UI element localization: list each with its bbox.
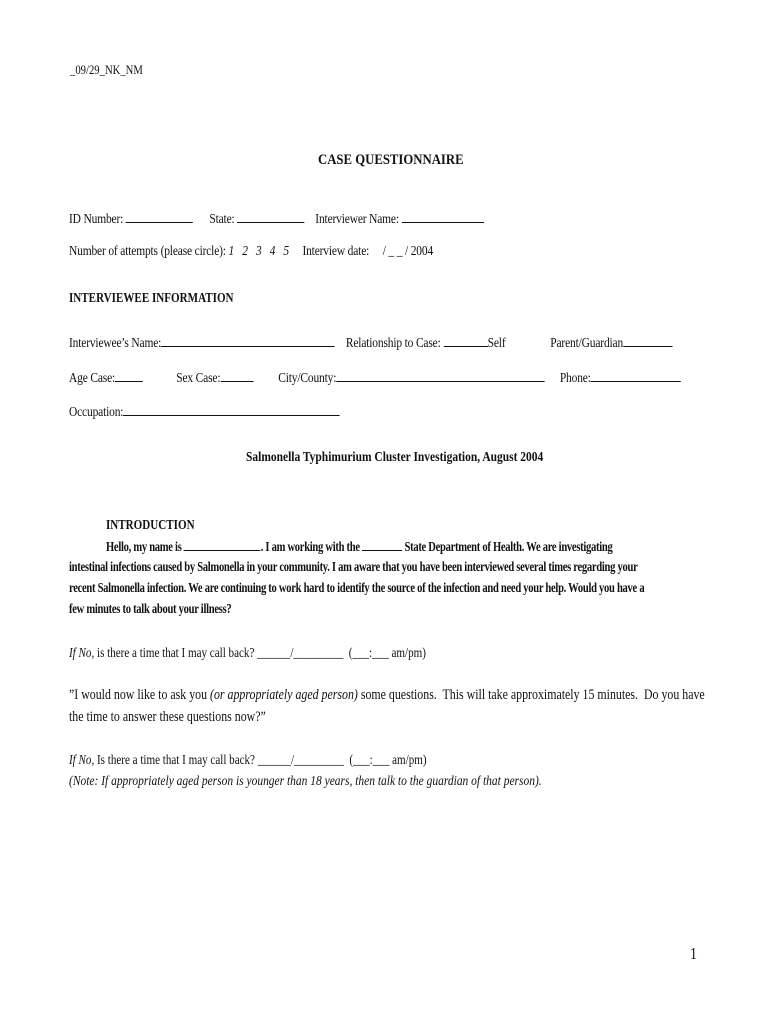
intro-working: . I am working with the <box>260 539 360 554</box>
intro-line-4: few minutes to talk about your illness? <box>69 601 232 616</box>
intro-greeting: Hello, my name is <box>106 539 182 554</box>
if-no-label-2: If No, <box>69 752 95 767</box>
self-field[interactable] <box>443 334 487 347</box>
ask-line-1 <box>69 687 770 704</box>
attempts-values[interactable]: 1 2 3 4 5 <box>228 244 289 259</box>
introduction-heading: INTRODUCTION <box>106 517 195 532</box>
ask-italic: (or appropriately aged person) <box>210 687 358 703</box>
investigation-title: Salmonella Typhimurium Cluster Investigation, August 2004 <box>246 450 544 465</box>
interviewer-name-blank[interactable] <box>184 538 261 551</box>
interviewee-name-label: Interviewee’s Name: <box>69 336 162 351</box>
demographics-line <box>69 369 770 387</box>
callback-line-1 <box>69 645 504 661</box>
age-label: Age Case: <box>69 371 116 386</box>
state-blank[interactable] <box>362 538 402 551</box>
callback-text-2[interactable]: Is there a time that I may call back? ______/_________ (___:___ am/pm) <box>94 752 427 767</box>
state-label: State: <box>209 212 235 227</box>
callback-text[interactable]: is there a time that I may call back? ______/_________ (___:___ am/pm) <box>94 645 426 660</box>
city-county-label: City/County: <box>278 371 337 386</box>
if-no-label: If No, <box>69 645 95 660</box>
state-field[interactable] <box>237 210 304 223</box>
occupation-field[interactable] <box>123 403 339 416</box>
interview-date-label: Interview date: <box>302 244 370 259</box>
intro-line-3: recent Salmonella infection. We are continuing to work hard to identify the source of the infection and need your help. Would you have a <box>69 580 645 595</box>
intro-line-1 <box>106 538 739 555</box>
id-number-field[interactable] <box>126 210 193 223</box>
attempts-line <box>69 244 513 260</box>
document-title: CASE QUESTIONNAIRE <box>318 152 464 168</box>
interview-date-value[interactable]: / _ _ / 2004 <box>382 244 434 259</box>
self-label: Self <box>487 336 506 351</box>
phone-label: Phone: <box>559 371 591 386</box>
occupation-label: Occupation: <box>69 405 124 420</box>
document-code: _09/29_NK_NM <box>70 62 143 77</box>
interviewer-name-label: Interviewer Name: <box>315 212 399 227</box>
ask-rest: some questions. This will take approximately 15 minutes. Do you have <box>357 687 705 703</box>
occupation-line <box>69 403 399 421</box>
interviewee-name-line <box>69 334 770 352</box>
ask-open: ”I would now like to ask you <box>69 687 211 703</box>
parent-guardian-field[interactable] <box>623 334 672 347</box>
sex-label: Sex Case: <box>176 371 221 386</box>
interviewer-name-field[interactable] <box>402 210 484 223</box>
intro-department: State Department of Health. We are investigating <box>404 539 613 554</box>
ask-line-2: the time to answer these questions now?” <box>69 709 266 725</box>
interviewee-name-field[interactable] <box>161 334 335 347</box>
city-county-field[interactable] <box>336 369 544 382</box>
sex-field[interactable] <box>220 369 253 382</box>
attempts-label: Number of attempts (please circle): <box>69 244 226 259</box>
phone-field[interactable] <box>591 369 681 382</box>
id-line <box>69 210 575 228</box>
interviewee-heading: INTERVIEWEE INFORMATION <box>69 290 234 305</box>
guardian-note: (Note: If appropriately aged person is younger than 18 years, then talk to the guardian of that person). <box>69 774 542 789</box>
id-number-label: ID Number: <box>69 212 124 227</box>
callback-line-2 <box>69 752 505 768</box>
page-number: 1 <box>690 944 697 963</box>
parent-guardian-label: Parent/Guardian <box>550 336 624 351</box>
intro-line-2: intestinal infections caused by Salmonella in your community. I am aware that you have been interviewed several times regarding your <box>69 559 638 574</box>
age-field[interactable] <box>115 369 143 382</box>
relationship-label: Relationship to Case: <box>345 336 441 351</box>
